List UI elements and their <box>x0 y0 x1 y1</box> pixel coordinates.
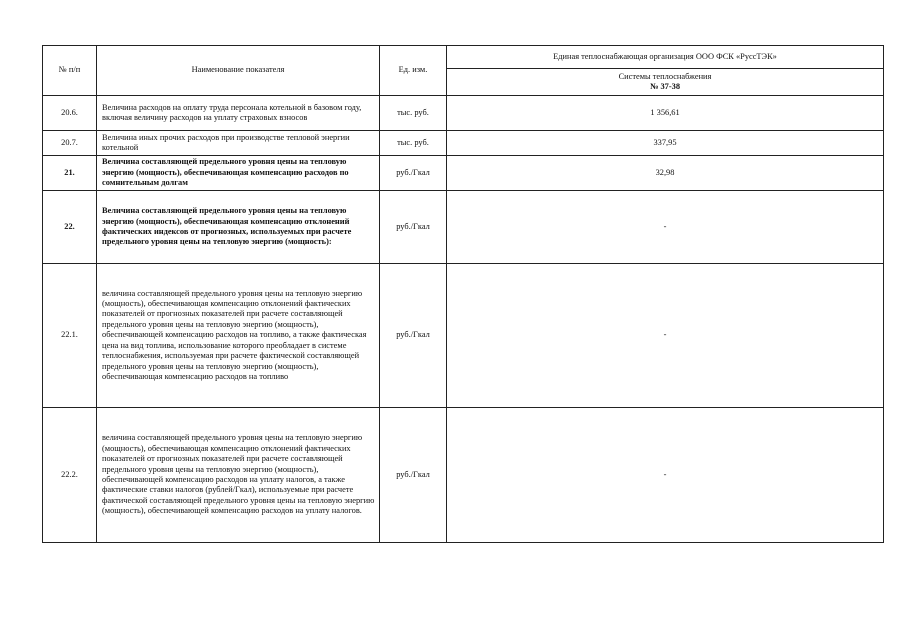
row-value: - <box>447 191 884 264</box>
row-name: Величина расходов на оплату труда персонала котельной в базовом году, включая величину расходов на уплату страховых взносов <box>97 96 380 131</box>
row-num: 20.7. <box>43 131 97 156</box>
table-row <box>43 96 884 131</box>
table-row <box>43 264 884 408</box>
row-num: 20.6. <box>43 96 97 131</box>
row-value: - <box>447 408 884 543</box>
row-unit: руб./Гкал <box>380 156 447 191</box>
row-num: 22.1. <box>43 264 97 408</box>
header-systems <box>447 69 884 96</box>
row-unit: руб./Гкал <box>380 264 447 408</box>
row-num: 21. <box>43 156 97 191</box>
row-unit: руб./Гкал <box>380 191 447 264</box>
row-unit: тыс. руб. <box>380 96 447 131</box>
indicators-table <box>42 45 884 543</box>
header-systems-label: Системы теплоснабжения <box>618 71 712 81</box>
header-row <box>43 46 884 69</box>
header-unit: Ед. изм. <box>380 46 447 96</box>
row-unit: тыс. руб. <box>380 131 447 156</box>
row-num: 22.2. <box>43 408 97 543</box>
row-name: Величина составляющей предельного уровня цены на тепловую энергию (мощность), обеспечивающая компенсацию отклонений фактических индексов от прогнозных, используемых при расчете предельного уровня цены на тепловую энергию (мощность): <box>97 191 380 264</box>
header-org: Единая теплоснабжающая организация ООО ФСК «РуссТЭК» <box>447 46 884 69</box>
row-num: 22. <box>43 191 97 264</box>
row-value: 1 356,61 <box>447 96 884 131</box>
table-row <box>43 131 884 156</box>
row-value: - <box>447 264 884 408</box>
header-systems-number: № 37-38 <box>649 82 681 91</box>
table-row <box>43 191 884 264</box>
table-row <box>43 156 884 191</box>
row-name: Величина составляющей предельного уровня цены на тепловую энергию (мощность), обеспечивающая компенсацию расходов по сомнительным долгам <box>97 156 380 191</box>
row-name: величина составляющей предельного уровня цены на тепловую энергию (мощность), обеспечивающая компенсацию отклонений фактических показателей от прогнозных показателей при расчете составляющей предельного уровня цены на тепловую энергию (мощность), обеспечивающей компенсацию расходов на топливо, а также фактическая цена на вид топлива, использование которого преобладает в системе теплоснабжения, используемая при расчете фактической составляющей предельного уровня цены на тепловую энергию (мощность), обеспечивающая компенсацию расходов на топливо <box>97 264 380 408</box>
row-unit: руб./Гкал <box>380 408 447 543</box>
row-name: величина составляющей предельного уровня цены на тепловую энергию (мощность), обеспечивающая компенсацию отклонений фактических показателей от прогнозных показателей при расчете составляющей предельного уровня цены на тепловую энергию (мощность), обеспечивающей компенсацию расходов на уплату налогов, а также фактические ставки налогов (рублей/Гкал), используемые при расчете фактической составляющей предельного уровня цены на тепловую энергию (мощность), обеспечивающей компенсацию расходов на уплату налогов. <box>97 408 380 543</box>
row-value: 337,95 <box>447 131 884 156</box>
row-value: 32,98 <box>447 156 884 191</box>
row-name: Величина иных прочих расходов при производстве тепловой энергии котельной <box>97 131 380 156</box>
header-num: № п/п <box>43 46 97 96</box>
header-name: Наименование показателя <box>97 46 380 96</box>
table-row <box>43 408 884 543</box>
